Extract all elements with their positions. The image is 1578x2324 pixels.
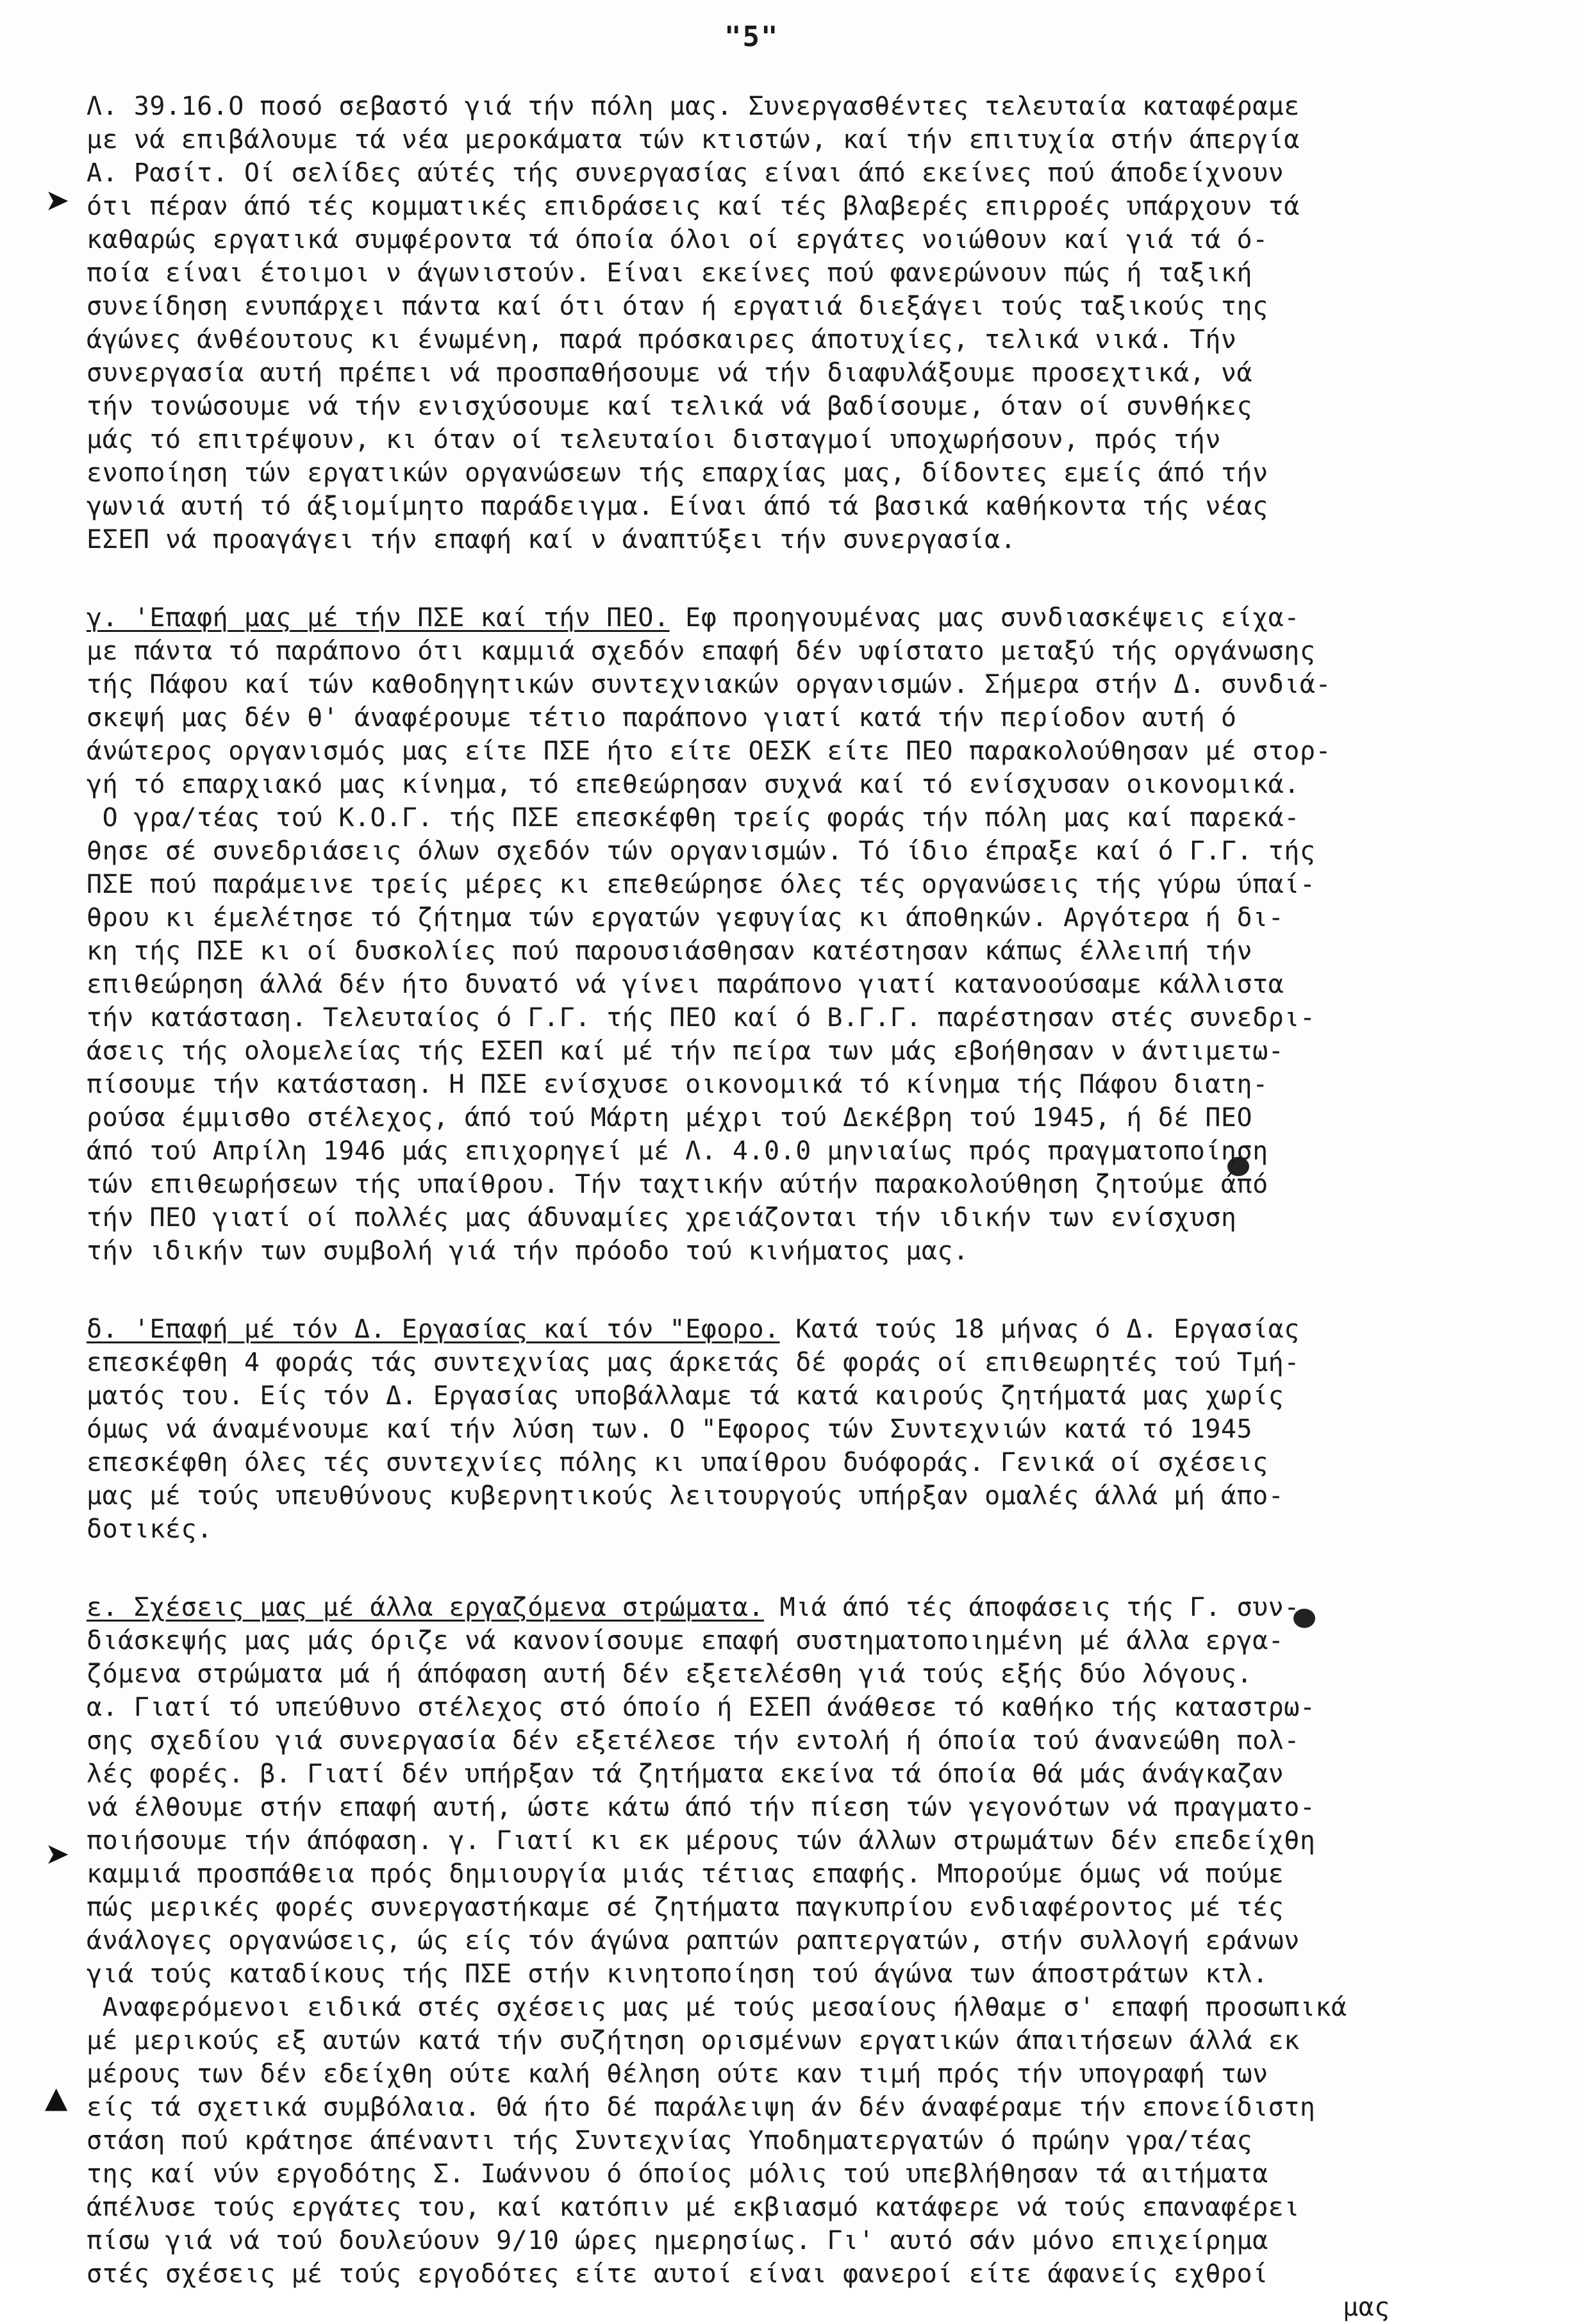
text-line: μέρους των δέν εδείχθη ούτε καλή θέληση ούτε καν τιμή πρός τήν υπογραφή των [87,2059,1268,2089]
text-line: γή τό επαρχιακό μας κίνημα, τό επεθεώρησαν συχνά καί τό ενίσχυσαν οικονομικά. [87,770,1300,799]
section-heading: δ. 'Επαφή μέ τόν Δ. Εργασίας καί τόν "Εφορο. [87,1315,780,1344]
text-line: άνώτερος οργανισμός μας είτε ΠΣΕ ήτο είτε ΟΕΣΚ είτε ΠΕΟ παρακολούθησαν μέ στορ- [87,736,1331,766]
text-line: Εφ προηγουμένας μας συνδιασκέψεις είχα- [669,603,1300,633]
text-line: ΕΣΕΠ νά προαγάγει τήν επαφή καί ν άναπτύξει τήν συνεργασία. [87,525,1017,554]
text-line: ματός του. Είς τόν Δ. Εργασίας υποβάλλαμε τά κατά καιρούς ζητήματά μας χωρίς [87,1381,1284,1411]
text-line: σκεψή μας δέν θ' άναφέρουμε τέτιο παράπονο γιατί κατά τήν περίοδον αυτή ό [87,703,1237,733]
text-line: Αναφερόμενοι ειδικά στές σχέσεις μας μέ τούς μεσαίους ήλθαμε σ' επαφή προσωπικά [87,1993,1347,2022]
margin-arrow-icon: ➤ [45,183,70,217]
margin-arrow-icon: ▲ [45,2080,68,2114]
document-body [87,90,1548,2324]
text-line: θησε σέ συνεδριάσεις όλων σχεδόν τών οργανισμών. Τό ίδιο έπραξε καί ό Γ.Γ. τής [87,836,1316,866]
text-line: Μιά άπό τές άποφάσεις τής Γ. συν- [764,1593,1300,1622]
text-line: άσεις τής ολομελείας τής ΕΣΕΠ καί μέ τήν πείρα των μάς εβοήθησαν ν άντιμετω- [87,1036,1284,1066]
text-line: τήν τονώσουμε νά τήν ενισχύσουμε καί τελικά νά βαδίσουμε, όταν οί συνθήκες [87,392,1253,421]
text-line: μάς τό επιτρέψουν, κι όταν οί τελευταίοι δισταγμοί υποχωρήσουν, πρός τήν [87,425,1221,454]
text-line: διάσκεψής μας μάς όριζε νά κανονίσουμε επαφή συστηματοποιημένη μέ άλλα εργα- [87,1626,1284,1656]
text-line: καθαρώς εργατικά συμφέροντα τά όποία όλοι οί εργάτες νοιώθουν καί γιά τά ό- [87,225,1268,254]
text-line: ζόμενα στρώματα μά ή άπόφαση αυτή δέν εξετελέσθη γιά τούς εξής δύο λόγους. [87,1659,1253,1689]
text-line: ρούσα έμμισθο στέλεχος, άπό τού Μάρτη μέχρι τού Δεκέβρη τού 1945, ή δέ ΠΕΟ [87,1103,1253,1133]
text-line: επεσκέφθη όλες τές συντεχνίες πόλης κι υπαίθρου δυόφοράς. Γενικά οί σχέσεις [87,1448,1268,1477]
text-line: στές σχέσεις μέ τούς εργοδότες είτε αυτοί είναι φανεροί είτε άφανείς εχθροί [87,2259,1268,2289]
section-contact-labour-dept [87,1313,1548,1546]
text-line: ποία είναι έτοιμοι ν άγωνιστούν. Είναι εκείνες πού φανερώνουν πώς ή ταξική [87,258,1253,288]
text-line: της καί νύν εργοδότης Σ. Ιωάννου ό όποίος μόλις τού υπεβλήθησαν τά αιτήματα [87,2159,1268,2189]
text-line: τήν κατάσταση. Τελευταίος ό Γ.Γ. τής ΠΕΟ καί ό Β.Γ.Γ. παρέστησαν στές συνεδρι- [87,1003,1316,1033]
text-line: καμμιά προσπάθεια πρός δημιουργία μιάς τέτιας επαφής. Μπορούμε όμως νά πούμε [87,1859,1284,1889]
text-line: συνείδηση ενυπάρχει πάντα καί ότι όταν ή εργατιά διεξάγει τούς ταξικούς της [87,292,1268,321]
text-line: άγώνες άνθέουτους κι ένωμένη, παρά πρόσκαιρες άποτυχίες, τελικά νικά. Τήν [87,325,1237,354]
text-line: άνάλογες οργανώσεις, ώς είς τόν άγώνα ραπτών ραπτεργατών, στήν συλλογή εράνων [87,1926,1300,1955]
text-line: ΠΣΕ πού παράμεινε τρείς μέρες κι επεθεώρησε όλες τές οργανώσεις τής γύρω ύπαί- [87,870,1316,899]
text-line: ποιήσουμε τήν άπόφαση. γ. Γιατί κι εκ μέρους τών άλλων στρωμάτων δέν επεδείχθη [87,1826,1316,1855]
text-line: με πάντα τό παράπονο ότι καμμιά σχεδόν επαφή δέν υφίστατο μεταξύ τής οργάνωσης [87,636,1316,666]
text-line: Κατά τούς 18 μήνας ό Δ. Εργασίας [779,1315,1300,1344]
text-line: ενοποίηση τών εργατικών οργανώσεων τής επαρχίας μας, δίδοντες εμείς άπό τήν [87,458,1268,488]
text-line: θρου κι έμελέτησε τό ζήτημα τών εργατών γεφυγίας κι άποθηκών. Αργότερα ή δι- [87,903,1284,933]
text-line: α. Γιατί τό υπεύθυνο στέλεχος στό όποίο ή ΕΣΕΠ άνάθεσε τό καθήκο τής καταστρω- [87,1693,1316,1722]
footer-fragment: μας [1343,2293,1390,2322]
section-heading: ε. Σχέσεις μας μέ άλλα εργαζόμενα στρώματα. [87,1593,765,1622]
paragraph-intro [87,90,1548,556]
text-line: ότι πέραν άπό τές κομματικές επιδράσεις καί τές βλαβερές επιρροές υπάρχουν τά [87,192,1300,221]
text-line: πίσω γιά νά τού δουλεύουν 9/10 ώρες ημερησίως. Γι' αυτό σάν μόνο επιχείρημα [87,2226,1268,2255]
text-line: συνεργασία αυτή πρέπει νά προσπαθήσουμε νά τήν διαφυλάξουμε προσεχτικά, νά [87,358,1253,388]
section-contact-pse-peo [87,601,1548,1268]
text-line: άπέλυσε τούς εργάτες του, καί κατόπιν μέ εκβιασμό κατάφερε νά τούς επαναφέρει [87,2193,1300,2222]
section-relations-other-strata [87,1591,1548,2324]
text-line: λές φορές. β. Γιατί δέν υπήρξαν τά ζητήματα εκείνα τά όποία θά μάς άνάγκαζαν [87,1759,1284,1789]
text-line: τήν ΠΕΟ γιατί οί πολλές μας άδυναμίες χρειάζονται τήν ιδικήν των ενίσχυση [87,1203,1237,1233]
text-line: επεσκέφθη 4 φοράς τάς συντεχνίας μας άρκετάς δέ φοράς οί επιθεωρητές τού Τμή- [87,1348,1300,1377]
text-line: τήν ιδικήν των συμβολή γιά τήν πρόοδο τού κινήματος μας. [87,1236,969,1266]
margin-arrow-icon: ➤ [45,1836,70,1871]
text-line: όμως νά άναμένουμε καί τήν λύση των. Ο "Εφορος τών Συντεχνιών κατά τό 1945 [87,1415,1253,1444]
text-line: με νά επιβάλουμε τά νέα μεροκάματα τών κτιστών, καί τήν επιτυχία στήν άπεργία [87,125,1300,154]
text-line: επιθεώρηση άλλά δέν ήτο δυνατό νά γίνει παράπονο γιατί κατανοούσαμε κάλλιστα [87,970,1284,999]
text-line: πώς μερικές φορές συνεργαστήκαμε σέ ζητήματα παγκυπρίου ενδιαφέροντος μέ τές [87,1893,1284,1922]
text-line: πίσουμε τήν κατάσταση. Η ΠΣΕ ενίσχυσε οικονομικά τό κίνημα τής Πάφου διατη- [87,1070,1268,1099]
text-line: γιά τούς καταδίκους τής ΠΣΕ στήν κινητοποίηση τού άγώνα των άποστράτων κτλ. [87,1959,1268,1989]
text-line: Ο γρα/τέας τού Κ.Ο.Γ. τής ΠΣΕ επεσκέφθη τρείς φοράς τήν πόλη μας καί παρεκά- [87,803,1300,833]
text-line: μας μέ τούς υπευθύνους κυβερνητικούς λειτουργούς υπήρξαν ομαλές άλλά μή άπο- [87,1481,1284,1511]
text-line: σης σχεδίου γιά συνεργασία δέν εξετέλεσε τήν εντολή ή όποία τού άνανεώθη πολ- [87,1726,1300,1755]
text-line: Α. Ρασίτ. Οί σελίδες αύτές τής συνεργασίας είναι άπό εκείνες πού άποδείχνουν [87,158,1284,188]
text-line: Λ. 39.16.Ο ποσό σεβαστό γιά τήν πόλη μας. Συνεργασθέντες τελευταία καταφέραμε [87,92,1300,121]
text-line: νά έλθουμε στήν επαφή αυτή, ώστε κάτω άπό τήν πίεση τών γεγονότων νά πραγματο- [87,1793,1316,1822]
text-line: γωνιά αυτή τό άξιομίμητο παράδειγμα. Είναι άπό τά βασικά καθήκοντα τής νέας [87,492,1268,521]
text-line: στάση πού κράτησε άπέναντι τής Συντεχνίας Υποδηματεργατών ό πρώην γρα/τέας [87,2126,1253,2155]
text-line: τής Πάφου καί τών καθοδηγητικών συντεχνιακών οργανισμών. Σήμερα στήν Δ. συνδιά- [87,670,1331,699]
text-line: άπό τού Απρίλη 1946 μάς επιχορηγεί μέ Λ. 4.0.0 μηνιαίως πρός πραγματοποίηση [87,1136,1268,1166]
section-heading: γ. 'Επαφή μας μέ τήν ΠΣΕ καί τήν ΠΕΟ. [87,603,670,633]
page-number: "5" [724,21,779,53]
text-line: δοτικές. [87,1515,213,1544]
text-line: κη τής ΠΣΕ κι οί δυσκολίες πού παρουσιάσθησαν κατέστησαν κάπως έλλειπή τήν [87,936,1253,966]
text-line: μέ μερικούς εξ αυτών κατά τήν συζήτηση ορισμένων εργατικών άπαιτήσεων άλλά εκ [87,2026,1300,2055]
text-line: τών επιθεωρήσεων τής υπαίθρου. Τήν ταχτικήν αύτήν παρακολούθηση ζητούμε άπό [87,1170,1268,1199]
text-line: είς τά σχετικά συμβόλαια. Θά ήτο δέ παράλειψη άν δέν άναφέραμε τήν επονείδιστη [87,2093,1316,2122]
